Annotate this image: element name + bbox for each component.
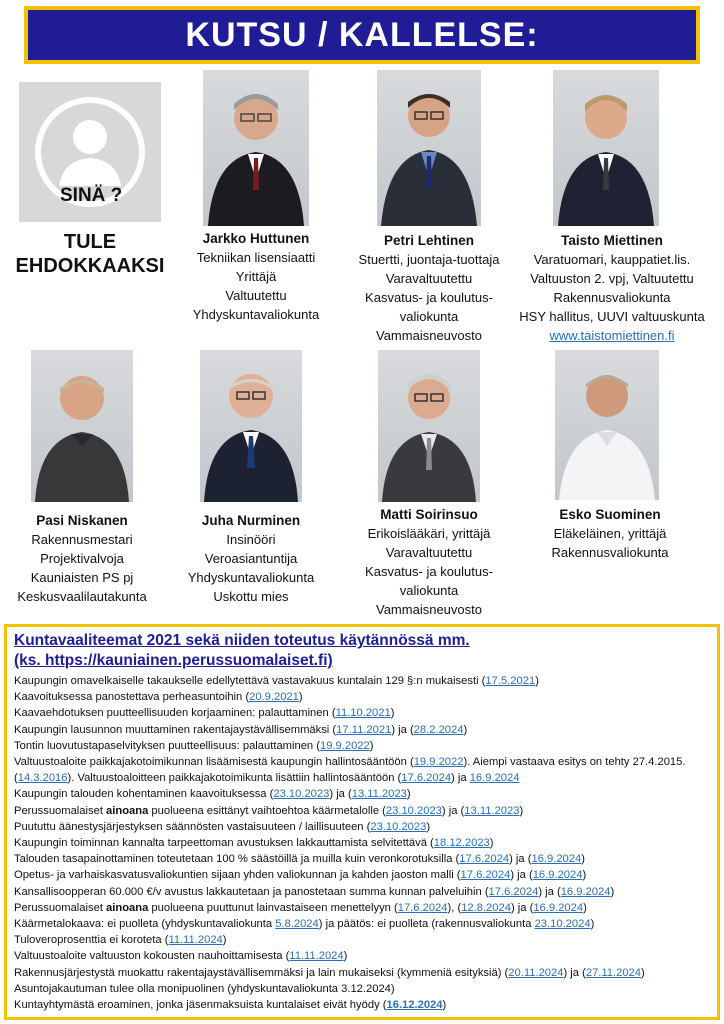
theme-text: Kansallisoopperan 60.000 €/v avustus lakkautetaan ja panostetaan summa kunnan palveluihin (: [14, 885, 489, 898]
date-link[interactable]: 13.11.2023: [464, 804, 520, 817]
candidate-name: Juha Nurminen: [201, 513, 301, 528]
theme-text: puolueena esittänyt vaihtoehtoa käärmetalolle (: [148, 804, 386, 817]
candidate-line: Rakennusvaliokunta: [551, 545, 669, 560]
theme-text: ): [590, 918, 595, 931]
date-link[interactable]: 20.11.2024: [508, 966, 564, 979]
candidate-card: [168, 511, 334, 606]
theme-text: ) ja (: [441, 804, 465, 817]
candidate-line: Keskusvaalilautakunta: [17, 589, 147, 604]
date-link[interactable]: 17.6.2024: [460, 869, 511, 882]
date-link[interactable]: 19.9.2022: [319, 739, 370, 752]
theme-text: ): [535, 675, 539, 687]
candidate-line: Tekniikan lisensiaatti: [196, 250, 316, 265]
date-link[interactable]: 16.12.2024: [386, 999, 443, 1012]
candidate-card: [337, 231, 521, 345]
theme-item: [14, 754, 710, 786]
theme-text: Rakennusjärjestystä muokattu rakentajaystävällisemmäksi ja lain mukaiseksi (kymmeniä esityksiä) (: [14, 966, 509, 979]
theme-text: ): [343, 950, 348, 963]
date-link[interactable]: 13.11.2023: [351, 788, 407, 801]
themes-list: [14, 673, 710, 1013]
theme-item: [14, 948, 710, 964]
theme-text: ) ja (: [391, 723, 414, 736]
candidate-line: Uskottu mies: [213, 589, 289, 604]
theme-item: [14, 884, 710, 900]
theme-item: [14, 689, 710, 705]
date-link[interactable]: 11.11.2024: [168, 934, 223, 947]
candidate-card: [530, 505, 690, 562]
candidate-line: Kasvatus- ja koulutus-: [365, 564, 493, 579]
theme-text: Perussuomalaiset: [14, 901, 107, 914]
candidate-line: Insinööri: [226, 532, 276, 547]
date-link[interactable]: 23.10.2023: [370, 820, 427, 833]
theme-text: Kaavoituksessa panostettava perheasuntoihin (: [14, 691, 250, 704]
theme-text: ): [519, 804, 524, 817]
date-link[interactable]: 20.9.2021: [249, 691, 299, 704]
candidate-photo: [553, 70, 659, 226]
theme-text: Tontin luovutustapaselvityksen puutteellisuus: palauttaminen (: [14, 739, 320, 752]
theme-text: ) ja (: [510, 869, 533, 882]
theme-text: ): [583, 901, 587, 914]
candidate-line: Kasvatus- ja koulutus-: [365, 290, 493, 305]
theme-item: [14, 819, 710, 835]
candidate-line: Varavaltuutettu: [385, 271, 473, 286]
call-to-action: TULE EHDOKKAAKSI: [15, 231, 165, 277]
date-link[interactable]: 18.12.2023: [433, 837, 490, 850]
theme-text: ): [489, 837, 494, 850]
theme-item: [14, 705, 710, 721]
theme-text: ): [442, 999, 447, 1012]
theme-item: [14, 965, 710, 981]
candidate-photo: [555, 350, 659, 500]
date-link[interactable]: 19.9.2022: [413, 756, 464, 769]
theme-item: [14, 916, 710, 932]
candidate-line: Stuertti, juontaja-tuottaja: [358, 252, 500, 267]
theme-text: ) ja: [451, 772, 470, 785]
date-link[interactable]: 16.9.2024: [532, 869, 583, 882]
theme-text: Kuntayhtymästä eroaminen, jonka jäsenmaksuista kuntalaiset eivät hyödy (: [14, 999, 387, 1012]
candidate-line: Rakennusmestari: [31, 532, 133, 547]
theme-text: Kaupungin lausunnon muuttaminen rakentajaystävällisemmäksi (: [14, 723, 337, 736]
candidate-name: Esko Suominen: [559, 507, 661, 522]
theme-text: ) ja (: [563, 966, 586, 979]
candidate-card: [338, 505, 520, 619]
theme-text: ): [222, 934, 227, 947]
theme-text: ): [298, 691, 303, 704]
theme-text: Kaavaehdotuksen puutteellisuuden korjaaminen: palauttaminen (: [14, 707, 336, 720]
banner-title: KUTSU / KALLELSE:: [185, 15, 539, 54]
theme-text: ) ja (: [510, 901, 534, 914]
theme-item: [14, 786, 710, 802]
theme-text: Puututtu äänestysjärjestyksen säännösten vastaisuuteen / laillisuuteen (: [14, 820, 371, 833]
date-link[interactable]: 17.5.2021: [485, 675, 536, 687]
date-link[interactable]: 16.9.2024: [533, 901, 584, 914]
candidate-photo: [378, 350, 480, 502]
theme-text: Talouden tasapainottaminen toteutetaan 100 % säästöillä ja muilla kuin veronkorotuksilla (: [14, 853, 460, 866]
theme-text: Asuntojakautuman tulee olla monipuolinen (yhdyskuntavaliokunta 3.12.2024): [14, 982, 395, 995]
theme-text: ), (: [447, 901, 462, 914]
candidate-line: Valtuutettu: [225, 288, 287, 303]
candidate-website-link[interactable]: www.taistomiettinen.fi: [549, 328, 675, 343]
theme-text: Opetus- ja varhaiskasvatusvaliokuntien sijaan yhden valiokunnan ja kahden jaoston malli (: [14, 869, 461, 882]
date-link[interactable]: 17.6.2024: [397, 901, 448, 914]
date-link[interactable]: 12.8.2024: [461, 901, 511, 914]
themes-box: [4, 624, 720, 1020]
theme-item: [14, 835, 710, 851]
date-link[interactable]: 28.2.2024: [413, 723, 464, 736]
candidate-name: Pasi Niskanen: [36, 513, 128, 528]
theme-item: [14, 722, 710, 738]
date-link[interactable]: 5.8.2024: [275, 918, 319, 931]
date-link[interactable]: 16.9.2024: [469, 772, 520, 785]
theme-text: Valtuustoaloite valtuuston kokousten nauhoittamisesta (: [14, 950, 290, 963]
theme-item: [14, 981, 710, 997]
title-banner: [24, 6, 700, 64]
date-link[interactable]: 11.11.2024: [289, 950, 344, 963]
theme-text: ). Aiempi vastaava esitys on tehty 27.4.2015. (: [14, 756, 686, 785]
candidate-name: Matti Soirinsuo: [380, 507, 478, 522]
theme-text: Kaupungin toiminnan kannalta tarpeettoman avustuksen lakkauttamista selvitettävä (: [14, 837, 434, 850]
theme-text: Kaupungin omavelkaiselle takaukselle edellytettävä vastavakuus kuntalain 129 §:n mukaisesti (: [14, 675, 486, 687]
candidate-card: [0, 511, 164, 606]
theme-item: [14, 867, 710, 883]
candidate-line: Projektivalvoja: [40, 551, 124, 566]
theme-item: [14, 997, 710, 1013]
candidate-line: Varatuomari, kauppatiet.lis.: [533, 252, 691, 267]
candidate-card: [170, 229, 342, 324]
candidate-line: Yhdyskuntavaliokunta: [187, 570, 315, 585]
candidate-line: valiokunta: [399, 309, 459, 324]
theme-text: Perussuomalaiset: [14, 804, 107, 817]
theme-text: ): [406, 788, 411, 801]
date-link[interactable]: 17.6.2024: [401, 772, 452, 785]
date-link[interactable]: 16.9.2024: [560, 885, 611, 898]
theme-text: Kaupungin talouden kohentaminen kaavoituksessa (: [14, 788, 274, 801]
candidate-photo: [377, 70, 481, 226]
candidate-line: Vammaisneuvosto: [376, 328, 482, 343]
candidate-line: Rakennusvaliokunta: [553, 290, 671, 305]
candidate-line: HSY hallitus, UUVI valtuuskunta: [519, 309, 705, 324]
theme-text: ): [581, 853, 585, 866]
theme-text: ): [641, 966, 645, 979]
date-link[interactable]: 17.11.2021: [336, 723, 392, 736]
theme-text: ): [610, 885, 615, 898]
theme-item: [14, 738, 710, 754]
theme-text: ainoana: [106, 901, 149, 914]
theme-text: puolueena puuttunut lainvastaiseen menettelyyn (: [148, 901, 398, 914]
candidate-line: Yrittäjä: [235, 269, 277, 284]
candidate-name: Jarkko Huttunen: [202, 231, 310, 246]
candidate-photo: [203, 70, 309, 226]
date-link[interactable]: 17.6.2024: [459, 853, 510, 866]
candidate-photo: [200, 350, 302, 502]
date-link[interactable]: 23.10.2023: [273, 788, 330, 801]
date-link[interactable]: 27.11.2024: [585, 966, 642, 979]
candidate-line: Vammaisneuvosto: [376, 602, 482, 617]
theme-text: ). Valtuustoaloitteen paikkajakotoimikunta lisättiin hallintosääntöön (: [67, 772, 402, 785]
date-link[interactable]: 11.10.2021: [335, 707, 391, 720]
date-link[interactable]: 16.9.2024: [531, 853, 582, 866]
theme-text: ): [369, 739, 374, 752]
candidate-line: Erikoislääkäri, yrittäjä: [367, 526, 491, 541]
theme-item: [14, 851, 710, 867]
theme-item: [14, 673, 710, 689]
theme-text: ) ja (: [538, 885, 561, 898]
theme-item: [14, 932, 710, 948]
candidate-line: Varavaltuutettu: [385, 545, 473, 560]
themes-website-link[interactable]: (ks. https://kauniainen.perussuomalaiset.fi): [14, 652, 333, 669]
theme-text: ainoana: [106, 804, 149, 817]
candidate-line: Eläkeläinen, yrittäjä: [553, 526, 667, 541]
theme-text: ): [390, 707, 395, 720]
theme-item: [14, 900, 710, 916]
theme-text: ): [582, 869, 587, 882]
theme-item: [14, 803, 710, 819]
themes-title: [14, 631, 710, 671]
date-link[interactable]: 14.3.2016: [17, 772, 68, 785]
theme-text: Tuloveroprosenttia ei koroteta (: [14, 934, 169, 947]
theme-text: ) ja (: [509, 853, 532, 866]
theme-text: ): [463, 723, 468, 736]
you-label: SINÄ ?: [60, 185, 123, 206]
date-link[interactable]: 17.6.2024: [488, 885, 539, 898]
theme-text: ): [426, 820, 431, 833]
candidate-photo: [31, 350, 133, 502]
theme-text: ) ja päätös: ei puolleta (rakennusvaliokunta: [318, 918, 535, 931]
candidate-line: valiokunta: [399, 583, 459, 598]
candidate-name: Taisto Miettinen: [561, 233, 663, 248]
candidate-card: [500, 231, 724, 345]
theme-text: ) ja (: [329, 788, 352, 801]
candidate-line: Veroasiantuntija: [204, 551, 298, 566]
theme-text: Valtuustoaloite paikkajakotoimikunnan lisäämisestä kaupungin hallintosääntöön (: [14, 756, 414, 769]
theme-text: Käärmetalokaava: ei puolleta (yhdyskuntavaliokunta: [14, 918, 276, 931]
themes-title-line: Kuntavaaliteemat 2021 sekä niiden toteutus käytännössä mm.: [14, 632, 470, 649]
date-link[interactable]: 23.10.2024: [534, 918, 591, 931]
date-link[interactable]: 23.10.2023: [385, 804, 442, 817]
candidate-name: Petri Lehtinen: [383, 233, 474, 248]
candidate-line: Valtuuston 2. vpj, Valtuutettu: [530, 271, 694, 286]
candidate-line: Yhdyskuntavaliokunta: [192, 307, 320, 322]
candidate-line: Kauniaisten PS pj: [30, 570, 134, 585]
